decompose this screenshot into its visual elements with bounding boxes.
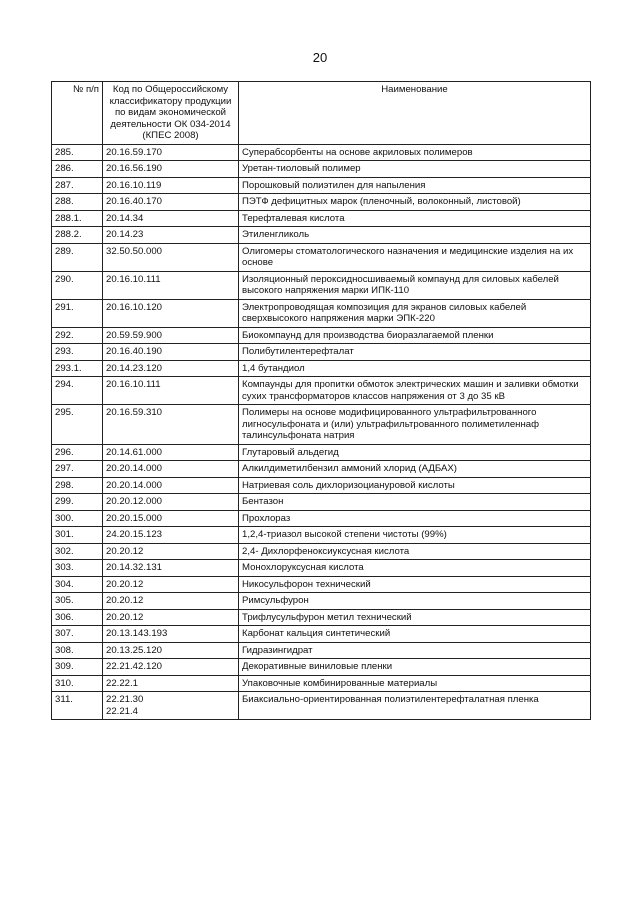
row-code — [103, 444, 239, 461]
row-number: 292. — [52, 327, 103, 344]
code-value: 24.20.15.123 — [106, 529, 163, 540]
table-row — [52, 243, 591, 271]
row-name: Электропроводящая композиция для экранов силовых кабелей сверхвысокого напряжения марки ЭПК-220 — [239, 299, 591, 327]
table-row — [52, 675, 591, 692]
code-value: 22.22.1 — [106, 677, 139, 689]
row-code — [103, 527, 239, 544]
row-number: 286. — [52, 161, 103, 178]
code-value: 20.16.10.111 — [106, 379, 161, 390]
code-value: 22.21.30 — [106, 694, 144, 705]
row-number: 301. — [52, 527, 103, 544]
row-number: 308. — [52, 642, 103, 659]
row-code — [103, 477, 239, 494]
row-name: Уретан-тиоловый полимер — [239, 161, 591, 178]
table-row — [52, 327, 591, 344]
row-code — [103, 243, 239, 271]
table-row — [52, 210, 591, 227]
row-code — [103, 543, 239, 560]
table-row — [52, 444, 591, 461]
row-name: Олигомеры стоматологического назначения и медицинские изделия на их основе — [239, 243, 591, 271]
row-number: 287. — [52, 177, 103, 194]
table-body — [52, 144, 591, 720]
table-row — [52, 609, 591, 626]
row-number: 293.1. — [52, 360, 103, 377]
row-name: Биокомпаунд для производства биоразлагаемой пленки — [239, 327, 591, 344]
row-name: Бентазон — [239, 494, 591, 511]
row-number: 289. — [52, 243, 103, 271]
code-value: 20.16.56.190 — [106, 163, 163, 174]
row-name: Декоративные виниловые пленки — [239, 659, 591, 676]
table-row — [52, 405, 591, 445]
row-number: 303. — [52, 560, 103, 577]
row-name: Прохлораз — [239, 510, 591, 527]
code-value: 20.20.12 — [106, 545, 144, 557]
table-row — [52, 527, 591, 544]
row-name: Полимеры на основе модифицированного ультрафильтрованного лигносульфоната и (или) ультрафильтрованного полиметиленнаф талинсульфоната натрия — [239, 405, 591, 445]
row-number: 291. — [52, 299, 103, 327]
table-row — [52, 543, 591, 560]
row-code — [103, 642, 239, 659]
products-table — [51, 81, 591, 720]
row-number: 307. — [52, 626, 103, 643]
code-value: 20.14.61.000 — [106, 446, 163, 458]
code-value: 20.16.40.190 — [106, 346, 163, 357]
row-name: Глутаровый альдегид — [239, 444, 591, 461]
table-row — [52, 144, 591, 161]
code-value: 20.14.23.120 — [106, 362, 163, 374]
row-code — [103, 360, 239, 377]
row-number: 290. — [52, 271, 103, 299]
code-value: 20.16.10.111 — [106, 273, 161, 285]
row-name: Компаунды для пропитки обмоток электрических машин и заливки обмотки сухих трансформаторов классов напряжения от 3 до 35 кВ — [239, 377, 591, 405]
code-value: 20.13.143.193 — [106, 628, 168, 639]
row-code — [103, 210, 239, 227]
table-row — [52, 194, 591, 211]
table-row — [52, 344, 591, 361]
code-value: 20.14.32.131 — [106, 562, 163, 573]
row-number: 285. — [52, 144, 103, 161]
row-code — [103, 327, 239, 344]
row-name: Гидразингидрат — [239, 642, 591, 659]
code-value: 20.16.10.119 — [106, 179, 162, 191]
row-name: Натриевая соль дихлоризоциануровой кислоты — [239, 477, 591, 494]
code-value: 20.20.12 — [106, 595, 144, 606]
row-code — [103, 576, 239, 593]
row-number: 294. — [52, 377, 103, 405]
row-code — [103, 377, 239, 405]
table-row — [52, 271, 591, 299]
row-name: ПЭТФ дефицитных марок (пленочный, волоконный, листовой) — [239, 194, 591, 211]
row-code — [103, 144, 239, 161]
row-code — [103, 161, 239, 178]
code-value: 20.20.12 — [106, 578, 144, 590]
code-value: 22.21.4 — [106, 705, 139, 717]
table-row — [52, 377, 591, 405]
row-name: Карбонат кальция синтетический — [239, 626, 591, 643]
code-value: 20.14.34 — [106, 212, 144, 224]
row-code — [103, 626, 239, 643]
row-number: 298. — [52, 477, 103, 494]
table-row — [52, 227, 591, 244]
code-value: 20.20.15.000 — [106, 512, 163, 524]
row-name: Порошковый полиэтилен для напыления — [239, 177, 591, 194]
row-number: 302. — [52, 543, 103, 560]
row-code — [103, 593, 239, 610]
row-number: 288. — [52, 194, 103, 211]
row-name: Изоляционный пероксидносшиваемый компаунд для силовых кабелей высокого напряжения марки ИПК-110 — [239, 271, 591, 299]
row-name: Монохлоруксусная кислота — [239, 560, 591, 577]
row-name: Римсульфурон — [239, 593, 591, 610]
row-code — [103, 609, 239, 626]
row-name: Упаковочные комбинированные материалы — [239, 675, 591, 692]
row-number: 305. — [52, 593, 103, 610]
table-row — [52, 593, 591, 610]
row-code — [103, 227, 239, 244]
row-number: 293. — [52, 344, 103, 361]
row-code — [103, 494, 239, 511]
code-value: 20.14.23 — [106, 229, 144, 240]
row-number: 288.2. — [52, 227, 103, 244]
header-number: № п/п — [52, 82, 103, 145]
table-row — [52, 560, 591, 577]
row-name: Никосульфорон технический — [239, 576, 591, 593]
row-name: Трифлусульфурон метил технический — [239, 609, 591, 626]
row-code — [103, 405, 239, 445]
table-row — [52, 360, 591, 377]
page-number: 20 — [312, 50, 328, 65]
row-number: 310. — [52, 675, 103, 692]
row-code — [103, 461, 239, 478]
table-row — [52, 576, 591, 593]
code-value: 20.16.59.310 — [106, 407, 163, 418]
row-code — [103, 194, 239, 211]
table-row — [52, 692, 591, 720]
code-value: 20.59.59.900 — [106, 329, 163, 341]
row-number: 299. — [52, 494, 103, 511]
row-code — [103, 271, 239, 299]
row-number: 295. — [52, 405, 103, 445]
row-code — [103, 560, 239, 577]
table-row — [52, 299, 591, 327]
table-row — [52, 161, 591, 178]
code-value: 20.20.14.000 — [106, 479, 163, 491]
row-name: Алкилдиметилбензил аммоний хлорид (АДБАХ) — [239, 461, 591, 478]
row-code — [103, 692, 239, 720]
row-name: Полибутилентерефталат — [239, 344, 591, 361]
header-code: Код по Общероссийскому классификатору продукции по видам экономической деятельности ОК 034-2014 (КПЕС 2008) — [103, 82, 239, 145]
row-name: 1,4 бутандиол — [239, 360, 591, 377]
row-code — [103, 299, 239, 327]
code-value: 22.21.42.120 — [106, 661, 163, 672]
table-row — [52, 494, 591, 511]
row-number: 311. — [52, 692, 103, 720]
table-row — [52, 659, 591, 676]
table-row — [52, 177, 591, 194]
table-row — [52, 477, 591, 494]
code-value: 20.16.40.170 — [106, 196, 163, 207]
code-value: 20.20.12 — [106, 611, 144, 623]
row-number: 300. — [52, 510, 103, 527]
code-value: 32.50.50.000 — [106, 245, 163, 257]
row-number: 309. — [52, 659, 103, 676]
row-name: Суперабсорбенты на основе акриловых полимеров — [239, 144, 591, 161]
row-code — [103, 659, 239, 676]
header-name: Наименование — [239, 82, 591, 145]
code-value: 20.20.14.000 — [106, 463, 163, 474]
row-code — [103, 510, 239, 527]
row-code — [103, 675, 239, 692]
code-value: 20.20.12.000 — [106, 496, 163, 507]
table-row — [52, 461, 591, 478]
row-number: 306. — [52, 609, 103, 626]
table-row — [52, 510, 591, 527]
row-code — [103, 177, 239, 194]
row-number: 288.1. — [52, 210, 103, 227]
row-code — [103, 344, 239, 361]
row-name: Этиленгликоль — [239, 227, 591, 244]
code-value: 20.16.10.120 — [106, 301, 163, 313]
code-value: 20.16.59.170 — [106, 146, 163, 158]
row-name: 2,4- Дихлорфеноксиуксусная кислота — [239, 543, 591, 560]
row-number: 304. — [52, 576, 103, 593]
table-row — [52, 642, 591, 659]
row-name: Терефталевая кислота — [239, 210, 591, 227]
table-header-row — [52, 82, 591, 145]
code-value: 20.13.25.120 — [106, 644, 163, 656]
row-number: 297. — [52, 461, 103, 478]
row-name: Биаксиально-ориентированная полиэтилентерефталатная пленка — [239, 692, 591, 720]
row-number: 296. — [52, 444, 103, 461]
row-name: 1,2,4-триазол высокой степени чистоты (99%) — [239, 527, 591, 544]
table-row — [52, 626, 591, 643]
